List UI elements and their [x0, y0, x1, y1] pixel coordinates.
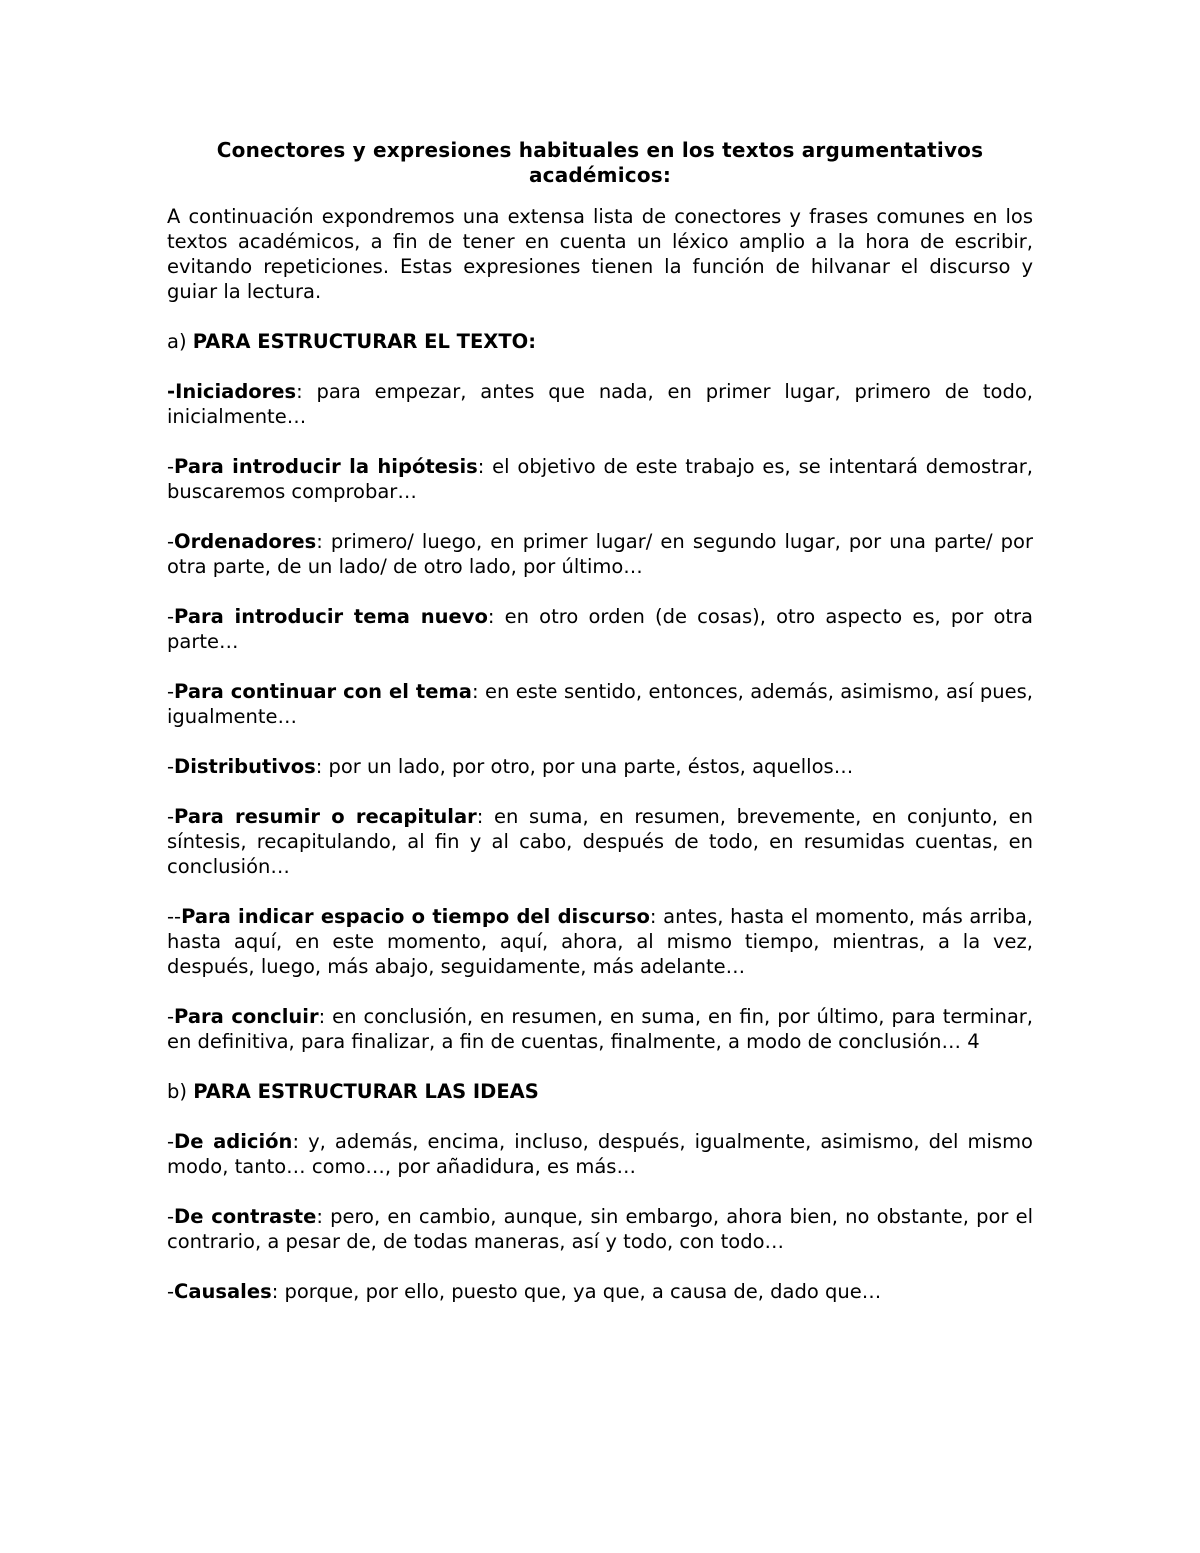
item-term: Ordenadores [174, 530, 317, 553]
document-page [167, 138, 1033, 1329]
item-dash: - [167, 455, 175, 478]
item-text: : en suma, en resumen, brevemente, en conjunto, en síntesis, recapitulando, al fin y al cabo, después de todo, en resumidas cuentas, en conclusión… [167, 805, 1033, 878]
item-term: De contraste [174, 1205, 317, 1228]
item-dash: - [167, 1130, 175, 1153]
section-a-heading [167, 329, 1033, 354]
item-dash: - [167, 680, 175, 703]
item-dash: - [167, 530, 175, 553]
item-text: : el objetivo de este trabajo es, se intentará demostrar, buscaremos comprobar… [167, 455, 1033, 503]
section-a-prefix: a) [167, 330, 193, 353]
item-dash: - [167, 380, 176, 403]
item-text: : en este sentido, entonces, además, asimismo, así pues, igualmente… [167, 680, 1033, 728]
list-item [167, 1004, 1033, 1054]
title-line-2: académicos: [528, 163, 672, 187]
list-item [167, 1129, 1033, 1179]
item-term: Para introducir la hipótesis [174, 455, 478, 478]
section-a-list [167, 379, 1033, 1054]
item-dash: - [167, 1005, 175, 1028]
item-dash: - [167, 755, 175, 778]
document-title [167, 138, 1033, 188]
item-term: Para concluir [174, 1005, 319, 1028]
item-text: : pero, en cambio, aunque, sin embargo, ahora bien, no obstante, por el contrario, a pesar de, de todas maneras, así y todo, con todo… [167, 1205, 1033, 1253]
item-text: : en conclusión, en resumen, en suma, en fin, por último, para terminar, en definitiva, para finalizar, a fin de cuentas, finalmente, a modo de conclusión… 4 [167, 1005, 1033, 1053]
list-item [167, 904, 1033, 979]
item-text: : por un lado, por otro, por una parte, éstos, aquellos… [315, 755, 854, 778]
list-item [167, 1279, 1033, 1304]
item-term: De adición [174, 1130, 293, 1153]
item-dash: - [167, 805, 175, 828]
section-b-list [167, 1129, 1033, 1304]
item-text: : porque, por ello, puesto que, ya que, a causa de, dado que… [271, 1280, 882, 1303]
title-line-1: Conectores y expresiones habituales en los textos argumentativos [216, 138, 984, 162]
section-b-heading [167, 1079, 1033, 1104]
list-item [167, 754, 1033, 779]
item-dash: -- [167, 905, 182, 928]
item-text: : antes, hasta el momento, más arriba, hasta aquí, en este momento, aquí, ahora, al mismo tiempo, mientras, a la vez, después, luego, más abajo, seguidamente, más adelante… [167, 905, 1033, 978]
item-dash: - [167, 1205, 175, 1228]
item-dash: - [167, 1280, 175, 1303]
section-a-label: PARA ESTRUCTURAR EL TEXTO: [192, 330, 536, 353]
list-item [167, 454, 1033, 504]
item-term: Para indicar espacio o tiempo del discurso [181, 905, 650, 928]
item-term: Iniciadores [175, 380, 297, 403]
item-text: : y, además, encima, incluso, después, igualmente, asimismo, del mismo modo, tanto… como…, por añadidura, es más… [167, 1130, 1033, 1178]
item-text: : en otro orden (de cosas), otro aspecto es, por otra parte… [167, 605, 1033, 653]
list-item [167, 679, 1033, 729]
section-b-prefix: b) [167, 1080, 194, 1103]
section-b-label: PARA ESTRUCTURAR LAS IDEAS [193, 1080, 539, 1103]
list-item [167, 379, 1033, 429]
item-term: Distributivos [174, 755, 316, 778]
list-item [167, 1204, 1033, 1254]
list-item [167, 604, 1033, 654]
item-term: Causales [174, 1280, 272, 1303]
item-text: : para empezar, antes que nada, en primer lugar, primero de todo, inicialmente… [167, 380, 1033, 428]
item-text: : primero/ luego, en primer lugar/ en segundo lugar, por una parte/ por otra parte, de un lado/ de otro lado, por último… [167, 530, 1033, 578]
intro-paragraph: A continuación expondremos una extensa lista de conectores y frases comunes en los textos académicos, a fin de tener en cuenta un léxico amplio a la hora de escribir, evitando repeticiones. Estas expresiones tienen la función de hilvanar el discurso y guiar la lectura. [167, 205, 1033, 303]
list-item [167, 804, 1033, 879]
item-dash: - [167, 605, 175, 628]
item-term: Para introducir tema nuevo [174, 605, 488, 628]
item-term: Para continuar con el tema [174, 680, 472, 703]
item-term: Para resumir o recapitular [174, 805, 477, 828]
list-item [167, 529, 1033, 579]
